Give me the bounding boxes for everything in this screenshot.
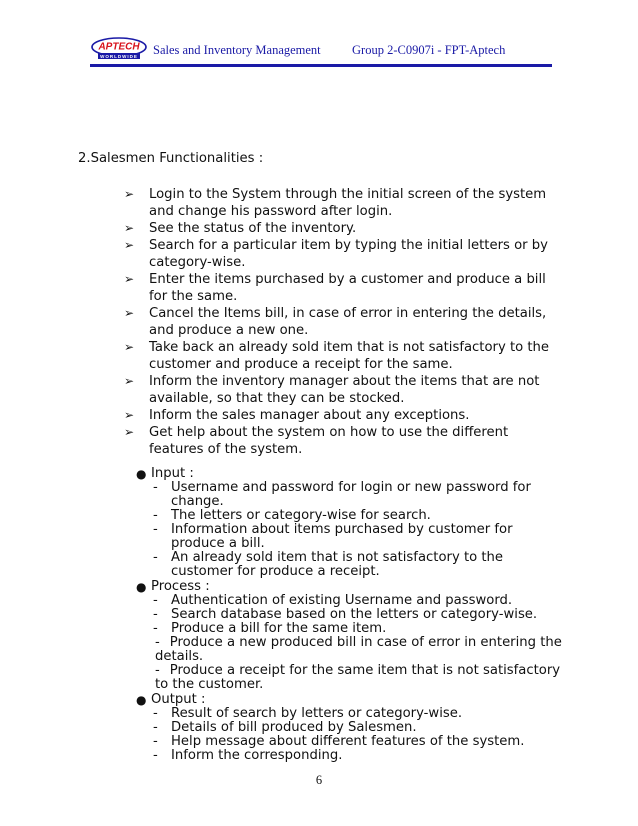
list-item-text: Search database based on the letters or category-wise. bbox=[171, 607, 538, 622]
list-item bbox=[124, 220, 564, 237]
dash-icon: - bbox=[153, 607, 158, 622]
dash-icon: - bbox=[155, 635, 160, 650]
list-item bbox=[124, 373, 564, 407]
list-item bbox=[151, 523, 566, 551]
bullet-icon: ● bbox=[136, 693, 147, 707]
dash-icon: - bbox=[153, 621, 158, 636]
list-item-text: Produce a receipt for the same item that is not satisfactory to the customer. bbox=[155, 663, 561, 692]
arrow-bullet-icon: ➢ bbox=[124, 272, 135, 286]
input-label: Input : bbox=[151, 466, 194, 481]
functionality-list bbox=[124, 186, 564, 458]
input-list bbox=[151, 481, 566, 579]
list-item bbox=[124, 237, 564, 271]
page-header bbox=[90, 30, 552, 70]
list-item bbox=[151, 622, 566, 636]
list-item-text: Inform the corresponding. bbox=[171, 748, 343, 763]
dash-icon: - bbox=[153, 522, 158, 537]
list-item-text: Information about items purchased by customer for produce a bill. bbox=[171, 522, 513, 551]
logo-text: APTECH bbox=[98, 41, 140, 53]
page-number: 6 bbox=[315, 773, 323, 787]
list-item-text: Produce a bill for the same item. bbox=[171, 621, 387, 636]
arrow-bullet-icon: ➢ bbox=[124, 340, 135, 354]
process-list bbox=[151, 594, 566, 692]
process-label: Process : bbox=[151, 579, 210, 594]
list-item-text: Enter the items purchased by a customer and produce a bill for the same. bbox=[149, 272, 546, 304]
arrow-bullet-icon: ➢ bbox=[124, 425, 135, 439]
list-item bbox=[124, 424, 564, 458]
list-item bbox=[151, 707, 566, 721]
list-item bbox=[151, 664, 566, 692]
list-item bbox=[124, 305, 564, 339]
list-item bbox=[151, 749, 566, 763]
header-rule bbox=[90, 64, 552, 67]
output-block bbox=[136, 692, 566, 763]
group-label: Group 2-C0907i - FPT-Aptech bbox=[352, 43, 506, 57]
process-block bbox=[136, 579, 566, 692]
list-item-text: Details of bill produced by Salesmen. bbox=[171, 720, 417, 735]
list-item-text: Cancel the Items bill, in case of error in entering the details, and produce a new one. bbox=[149, 306, 547, 338]
list-item-text: Get help about the system on how to use the different features of the system. bbox=[149, 425, 509, 457]
arrow-bullet-icon: ➢ bbox=[124, 238, 135, 252]
output-label: Output : bbox=[151, 692, 206, 707]
list-item bbox=[124, 271, 564, 305]
output-list bbox=[151, 707, 566, 763]
list-item bbox=[151, 721, 566, 735]
list-item-text: Take back an already sold item that is not satisfactory to the customer and produce a receipt for the same. bbox=[149, 340, 550, 372]
list-item-text: Result of search by letters or category-wise. bbox=[171, 706, 463, 721]
list-item bbox=[124, 339, 564, 373]
aptech-logo bbox=[90, 36, 148, 60]
list-item-text: Username and password for login or new password for change. bbox=[171, 480, 531, 509]
list-item bbox=[151, 551, 566, 579]
list-item bbox=[151, 594, 566, 608]
arrow-bullet-icon: ➢ bbox=[124, 221, 135, 235]
arrow-bullet-icon: ➢ bbox=[124, 408, 135, 422]
list-item-text: Authentication of existing Username and password. bbox=[171, 593, 513, 608]
list-item bbox=[151, 735, 566, 749]
list-item bbox=[151, 608, 566, 622]
list-item-text: Login to the System through the initial screen of the system and change his password after login. bbox=[149, 187, 547, 219]
logo-subtext: WORLDWIDE bbox=[100, 54, 138, 59]
list-item-text: Search for a particular item by typing the initial letters or by category-wise. bbox=[149, 238, 548, 270]
dash-icon: - bbox=[153, 550, 158, 565]
io-list bbox=[136, 466, 566, 763]
dash-icon: - bbox=[153, 706, 158, 721]
dash-icon: - bbox=[153, 593, 158, 608]
list-item-text: An already sold item that is not satisfactory to the customer for produce a receipt. bbox=[171, 550, 504, 579]
dash-icon: - bbox=[153, 748, 158, 763]
list-item-text: The letters or category-wise for search. bbox=[171, 508, 431, 523]
dash-icon: - bbox=[153, 720, 158, 735]
list-item bbox=[151, 636, 566, 664]
document-title: Sales and Inventory Management bbox=[153, 43, 321, 57]
arrow-bullet-icon: ➢ bbox=[124, 306, 135, 320]
arrow-bullet-icon: ➢ bbox=[124, 374, 135, 388]
list-item-text: Produce a new produced bill in case of error in entering the details. bbox=[155, 635, 562, 664]
list-item-text: Inform the inventory manager about the items that are not available, so that they can be stocked. bbox=[149, 374, 540, 406]
arrow-bullet-icon: ➢ bbox=[124, 187, 135, 201]
list-item bbox=[124, 407, 564, 424]
bullet-icon: ● bbox=[136, 580, 147, 594]
list-item bbox=[151, 481, 566, 509]
list-item bbox=[124, 186, 564, 220]
list-item-text: See the status of the inventory. bbox=[149, 221, 357, 236]
list-item-text: Help message about different features of the system. bbox=[171, 734, 525, 749]
input-block bbox=[136, 466, 566, 579]
dash-icon: - bbox=[155, 663, 160, 678]
dash-icon: - bbox=[153, 734, 158, 749]
dash-icon: - bbox=[153, 508, 158, 523]
list-item bbox=[151, 509, 566, 523]
bullet-icon: ● bbox=[136, 467, 147, 481]
dash-icon: - bbox=[153, 480, 158, 495]
section-heading: 2.Salesmen Functionalities : bbox=[78, 151, 264, 166]
list-item-text: Inform the sales manager about any exceptions. bbox=[149, 408, 470, 423]
